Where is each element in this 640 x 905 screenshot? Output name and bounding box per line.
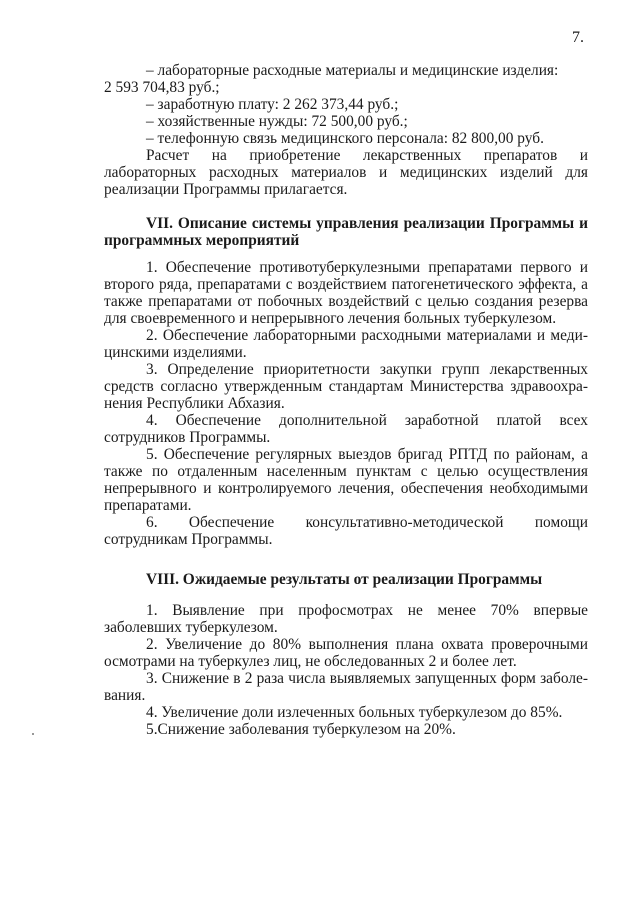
calculation-note: Расчет на приобретение лекарственных препаратов и лабораторных расходных материалов и медицинских изделий для реализации Программы прилагается.: [104, 147, 588, 198]
scan-speck: [32, 733, 34, 735]
expense-item: – телефонную связь медицинского персонала: 82 800,00 руб.: [146, 130, 544, 147]
expense-item: – заработную плату: 2 262 373,44 руб.;: [146, 96, 399, 113]
list-item: 5.Снижение заболевания туберкулезом на 20%.: [146, 721, 456, 738]
page-number: 7.: [572, 29, 584, 46]
expense-item: – лабораторные расходные материалы и медицинские изделия:: [146, 62, 559, 79]
list-item: 1. Выявление при профосмотрах не менее 70% впервые заболевших туберкулезом.: [104, 602, 588, 636]
list-item: 4. Обеспечение дополнительной заработной платой всех сотрудников Программы.: [104, 412, 588, 446]
list-item: 1. Обеспечение противотуберкулезными препаратами первого и второго ряда, препаратами с воздействием патогенетического эффекта, а также препаратами от побочных воздействий с целью создания резерва для своевременного и непрерывного лечения больных туберкулезом.: [104, 259, 588, 327]
list-item: 6. Обеспечение консультативно-методической помощи сотрудникам Программы.: [104, 514, 588, 548]
section-8-list: [104, 602, 588, 738]
document-body: [104, 62, 588, 738]
list-item: 4. Увеличение доли излеченных больных туберкулезом до 85%.: [146, 704, 563, 721]
expense-item: 2 593 704,83 руб.;: [104, 79, 220, 96]
list-item: 5. Обеспечение регулярных выездов бригад РПТД по районам, а также по отдаленным населенным пунктам с целью осуществления непрерывного и контролируемого лечения, обеспечения необходимыми препаратами.: [104, 446, 588, 514]
section-7-list: [104, 259, 588, 548]
list-item: 3. Снижение в 2 раза числа выявляемых запущенных форм заболевания.: [104, 670, 588, 704]
list-item: 2. Увеличение до 80% выполнения плана охвата проверочными осмотрами на туберкулез лиц, не обследованных 2 и более лет.: [104, 636, 588, 670]
list-item: 2. Обеспечение лабораторными расходными материалами и медицинскими изделиями.: [104, 327, 588, 361]
expense-item: – хозяйственные нужды: 72 500,00 руб.;: [146, 113, 408, 130]
section-7-heading: VII. Описание системы управления реализации Программы и программных мероприятий: [104, 215, 588, 249]
section-8-heading: VIII. Ожидаемые результаты от реализации Программы: [146, 571, 543, 588]
list-item: 3. Определение приоритетности закупки групп лекарственных средств согласно утвержденным стандартам Министерства здравоохранения Республики Абхазия.: [104, 361, 588, 412]
